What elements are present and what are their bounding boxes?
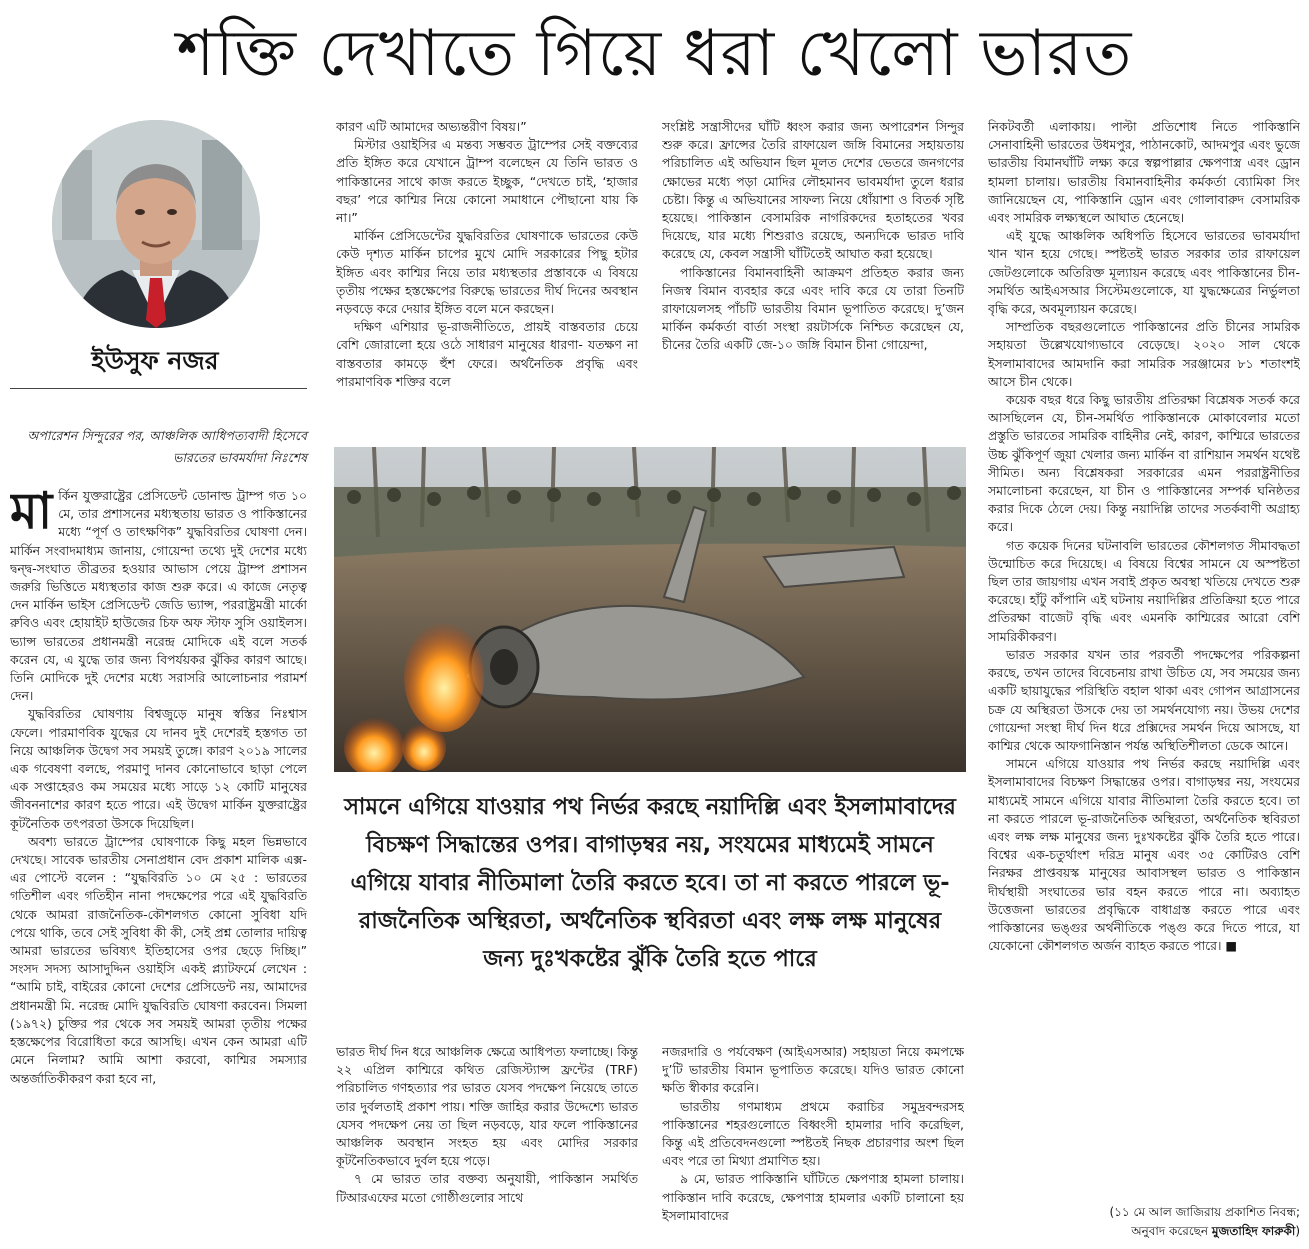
author-photo [52,120,260,328]
author-name: ইউসুফ নজর [91,346,219,375]
paragraph: নজরদারি ও পর্যবেক্ষণ (আইএসআর) সহায়তা নিয়ে কমপক্ষে দু’টি ভারতীয় বিমান ভূপাতিত করেছে। যদিও ভারত কোনো ক্ষতি স্বীকার করেনি। [662,1044,964,1096]
paragraph: এই যুদ্ধে আঞ্চলিক অধিপতি হিসেবে ভারতের ভাবমর্যাদা খান খান হয়ে গেছে। স্পষ্টতই ভারত সরকার তার রাফায়েল জেটগুলোকে অতিরিক্ত মূল্যায়ন করেছে এবং পাকিস্তানের চীন-সমর্থিত আইএসআর সিস্টেমগুলোকে, যা যুদ্ধক্ষেত্রের নির্ভুলতা বৃদ্ধি করে, অবমূল্যায়ন করেছে। [988,228,1300,317]
paragraph: দক্ষিণ এশিয়ার ভূ-রাজনীতিতে, প্রায়ই বাস্তবতার চেয়ে বেশি জোরালো হয়ে ওঠে সাধারণ মানুষের ধারণা- যতক্ষণ না বাস্তবতার কামড়ে হুঁশ ফেরে। অর্থনৈতিক প্রবৃদ্ধি এবং পারমাণবিক শক্তির বলে [336,319,638,389]
paragraph: পাকিস্তানের বিমানবাহিনী আক্রমণ প্রতিহত করার জন্য নিজস্ব বিমান ব্যবহার করে এবং দাবি করে যে তারা তিনটি রাফায়েলসহ পাঁচটি ভারতীয় বিমান ভূপাতিত করেছে। দু’জন মার্কিন কর্মকর্তা বার্তা সংস্থা রয়টার্সকে নিশ্চিত করেছেন যে, চীনের তৈরি একটি জে-১০ জঙ্গি বিমান চীনা গোয়েন্দা, [662,264,964,353]
translator-name: মুজতাহিদ ফারুকী [1211,1224,1296,1238]
paragraph: মিস্টার ওয়াইসির এ মন্তব্য সম্ভবত ট্রাম্পের সেই বক্তব্যের প্রতি ইঙ্গিত করে যেখানে ট্রাম্প বলেছেন যে তিনি ভারত ও পাকিস্তানের সাথে কাজ করতে ইচ্ছুক, “দেখতে চাই, ‘হাজার বছর’ পরে কাশ্মির নিয়ে কোনো সমাধানে পৌছানো যায় কি না।” [336,137,638,226]
paragraph: মার্কিন প্রেসিডেন্টের যুদ্ধবিরতির ঘোষণাকে ভারতের কেউ কেউ দৃশ্যত মার্কিন চাপের মুখে মোদি সরকারের পিছু হটার ইঙ্গিত এবং কাশ্মির নিয়ে তার মধ্যস্থতার প্রস্তাবকে এ বিষয়ে তৃতীয় পক্ষের হস্তক্ষেপের বিরুদ্ধে ভারতের দীর্ঘ দিনের অবস্থান নড়বড়ে করে দেয়ার ইঙ্গিত বলে মনে করছেন। [336,228,638,317]
pull-quote: সামনে এগিয়ে যাওয়ার পথ নির্ভর করছে নয়াদিল্লি এবং ইসলামাবাদের বিচক্ষণ সিদ্ধান্তের ওপর। বাগাড়ম্বর নয়, সংযমের মাধ্যমেই সামনে এগিয়ে যাবার নীতিমালা তৈরি করতে হবে। তা না করতে পারলে ভূ-রাজনৈতিক অস্থিরতা, অর্থনৈতিক স্থবিরতা এবং লক্ষ লক্ষ মানুষের জন্য দুঃখকষ্টের ঝুঁকি তৈরি হতে পারে [344,794,956,972]
article-column-1 [10,487,307,1239]
paragraph: ৭ মে ভারত তার বক্তব্য অনুযায়ী, পাকিস্তান সমর্থিত টিআরএফের মতো গোষ্ঠীগুলোর সাথে [336,1171,638,1205]
author-divider [10,388,307,389]
wreckage-photo [334,447,966,772]
paragraph: সাম্প্রতিক বছরগুলোতে পাকিস্তানের প্রতি চীনের সামরিক সহায়তা উল্লেখযোগ্যভাবে বেড়েছে। ২০২০ সাল থেকে ইসলামাবাদের আমদানি করা সামরিক সরঞ্জামের ৮১ শতাংশই আসে চীন থেকে। [988,319,1300,389]
credit-prefix: অনুবাদ করেছেন [1131,1224,1212,1238]
paragraph: ভারত সরকার যখন তার পরবর্তী পদক্ষেপের পরিকল্পনা করছে, তখন তাদের বিবেচনায় রাখা উচিত যে, সব সময়ের জন্য একটি ছায়াযুদ্ধের পরিস্থিতি বহাল থাকা এবং গোপন আগ্রাসনের চক্র যে অস্থিরতা উসকে দেয় তা সমর্থনযোগ্য নয়। উভয় দেশের গোয়েন্দা সংস্থা দীর্ঘ দিন ধরে প্রক্সিদের সমর্থন দিয়ে আসছে, যা কাশ্মির থেকে আফগানিস্তান পর্যন্ত অস্থিতিশীলতা ডেকে আনে। [988,646,1300,753]
article-column-2 [336,118,638,440]
paragraph: ভারত দীর্ঘ দিন ধরে আঞ্চলিক ক্ষেত্রে আধিপত্য ফলাচ্ছে। কিন্তু ২২ এপ্রিল কাশ্মিরে কথিত রেজিস্ট্যান্স ফ্রন্টের (TRF) পরিচালিত গণহত্যার পর ভারত যেসব পদক্ষেপ নিয়েছে তাতে তার দুর্বলতাই প্রকাশ পায়। শক্তি জাহির করার উদ্দেশ্যে ভারত যেসব পদক্ষেপ নেয় তা ছিল নড়বড়ে, যার ফলে পাকিস্তানের আঞ্চলিক অবস্থান সংহত হয় এবং মোদির সরকার কূটনৈতিকভাবে দুর্বল হয়ে পড়ে। [336,1044,638,1169]
drop-cap: মা [10,487,53,540]
headline: শক্তি দেখাতে গিয়ে ধরা খেলো ভারত [176,17,1133,91]
paragraph: গত কয়েক দিনের ঘটনাবলি ভারতের কৌশলগত সীমাবদ্ধতা উন্মোচিত করে দিয়েছে। এ বিষয়ে বিশ্বের সামনে যে অস্পষ্টতা ছিল তার জায়গায় এখন সবাই প্রকৃত অবস্থা খতিয়ে দেখতে শুরু করেছে। হাঁটু কাঁপানি এই ঘটনায় নয়াদিল্লির প্রতিক্রিয়া হতে পারে প্রতিরক্ষা বাজেট বৃদ্ধি এবং এমনকি কাশ্মিরের আরো বেশি সামরিকীকরণ। [988,537,1300,644]
paragraph: ৯ মে, ভারত পাকিস্তানি ঘাঁটিতে ক্ষেপণাস্ত্র হামলা চালায়। পাকিস্তান দাবি করেছে, ক্ষেপণাস্ত্র হামলার একটি চালানো হয় ইসলামাবাদের [662,1171,964,1223]
paragraph: সামনে এগিয়ে যাওয়ার পথ নির্ভর করছে নয়াদিল্লি এবং ইসলামাবাদের বিচক্ষণ সিদ্ধান্তের ওপর। বাগাড়ম্বর নয়, সংযমের মাধ্যমেই সামনে এগিয়ে যাবার নীতিমালা তৈরি করতে হবে। তা না করতে পারলে ভূ-রাজনৈতিক অস্থিরতা, অর্থনৈতিক স্থবিরতা এবং লক্ষ লক্ষ মানুষের জন্য দুঃখকষ্টের ঝুঁকি তৈরি হতে পারে। বিশ্বের এক-চতুর্থাংশ দরিদ্র মানুষ এবং ৩৫ কোটিরও বেশি নিরক্ষর প্রাপ্তবয়স্ক মানুষের আবাসস্থল ভারত ও পাকিস্তান দীর্ঘস্থায়ী সংঘাতের ভার বহন করতে পারে না। অব্যাহত উত্তেজনা ভারতের প্রবৃদ্ধিকে বাধাগ্রস্ত করতে পারে এবং পাকিস্তানের ভঙ্গুর অর্থনীতিকে পঙ্গু করে দিতে পারে, যা যেকোনো কৌশলগত অর্জন ব্যাহত করতে পারে। ■ [988,756,1300,954]
paragraph: কয়েক বছর ধরে কিছু ভারতীয় প্রতিরক্ষা বিশ্লেষক সতর্ক করে আসছিলেন যে, চীন-সমর্থিত পাকিস্তানকে মোকাবেলার মতো প্রস্তুতি ভারতের সামরিক বাহিনীর নেই, কারণ, কাশ্মিরে ভারতের উচ্চ ঝুঁকিপূর্ণ জুয়া খেলার জন্য মার্কিন বা রাশিয়ান সমর্থন যথেষ্ট সীমিত। অন্য বিশ্লেষকরা সরকারের এমন পররাষ্ট্রনীতির সমালোচনা করেছেন, যা চীন ও পাকিস্তানের সম্পর্ক ঘনিষ্ঠতর করার দিকে ঠেলে দেয়। কিন্তু নয়াদিল্লি তাদের সতর্কবাণী অগ্রাহ্য করে। [988,392,1300,535]
credit-translator-line [988,1222,1300,1241]
paragraph: কারণ এটি আমাদের অভ্যন্তরীণ বিষয়।” [336,119,527,134]
translation-credit [988,1203,1300,1243]
paragraph: সংশ্লিষ্ট সন্ত্রাসীদের ঘাঁটি ধ্বংস করার জন্য অপারেশন সিন্দুর শুরু করে। ফ্রান্সের তৈরি রাফায়েল জঙ্গি বিমানের সহায়তায় পরিচালিত এই অভিযান ছিল মূলত দেশের ভেতরে জনগণের ক্ষোভের মধ্যে পড়া মোদির লৌহমানব ভাবমর্যাদা তুলে ধরার চেষ্টা। কিন্তু এ অভিযানের সাফল্য নিয়ে ধোঁয়াশা ও বিতর্ক সৃষ্টি হয়েছে। পাকিস্তান বেসামরিক নাগরিকদের হতাহতের খবর দিয়েছে, যার মধ্যে শিশুরাও রয়েছে, অন্যদিকে ভারত দাবি করেছে যে, কেবল সন্ত্রাসী ঘাঁটিতেই আঘাত করা হয়েছে। [662,119,964,262]
paragraph: অবশ্য ভারতে ট্রাম্পের ঘোষণাকে কিছু মহল ভিন্নভাবে দেখছে। সাবেক ভারতীয় সেনাপ্রধান বেদ প্রকাশ মালিক এক্স-এর পোস্টে বলেন : “যুদ্ধবিরতি ১০ মে ২৫ : ভারতের গতিশীল এবং গতিহীন নানা পদক্ষেপের পরে এই যুদ্ধবিরতি থেকে আমরা রাজনৈতিক-কৌশলগত কোনো সুবিধা যদি পেয়ে থাকি, তবে সেই সুবিধা কী কী, সেই প্রশ্ন তোলার দায়িত্ব আমরা ভারতের ভবিষ্যৎ ইতিহাসের ওপর ছেড়ে দিচ্ছি।” সংসদ সদস্য আসাদুদ্দিন ওয়াইসি একই প্ল্যাটফর্মে লেখেন : “আমি চাই, বাইরের কোনো দেশের প্রেসিডেন্ট নয়, আমাদের প্রধানমন্ত্রী মি. নরেন্দ্র মোদি যুদ্ধবিরতি ঘোষণা করবেন। সিমলা (১৯৭২) চুক্তির পর থেকে সব সময়ই আমরা তৃতীয় পক্ষের হস্তক্ষেপের বিরোধিতা করে আসছি। এখন কেন আমরা এটি মেনে নিলাম? আমি আশা করবো, কাশ্মির সমস্যার অন্তর্জাতিকীকরণ করা হবে না, [10,833,307,1086]
article-column-2-bottom [336,1043,638,1239]
paragraph: নিকটবর্তী এলাকায়। পাল্টা প্রতিশোধ নিতে পাকিস্তানি সেনাবাহিনী ভারতের উধমপুর, পাঠানকোট, আদমপুর এবং ভুজে ভারতীয় বিমানঘাঁটি লক্ষ্য করে স্বল্পপাল্লার ক্ষেপণাস্ত্র এবং ড্রোন হামলা চালায়। ভারতীয় বিমানবাহিনীর কর্মকর্তা ব্যোমিকা সিং জানিয়েছেন যে, পাকিস্তানি ড্রোন এবং গোলাবারুদ বেসামরিক এবং সামরিক লক্ষ্যস্থলে আঘাত হেনেছে। [988,119,1300,226]
article-column-4 [988,118,1300,1203]
article-dek: অপারেশন সিন্দুরের পর, আঞ্চলিক আধিপত্যবাদী হিসেবে ভারতের ভাবমর্যাদা নিঃশেষ [27,428,307,465]
paragraph: যুদ্ধবিরতির ঘোষণায় বিশ্বজুড়ে মানুষ স্বস্তির নিঃশ্বাস ফেলে। পারমাণবিক যুদ্ধের যে দানব দুই দেশেরই হস্তগত তা নিয়ে আঞ্চলিক উদ্বেগ সব সময়ই তুঙ্গে। কারণ ২০১৯ সালের এক গবেষণা বলছে, পরমাণু দানব কোনোভাবে ছাড়া পেলে এক সপ্তাহেরও কম সময়ের মধ্যে সাড়ে ১২ কোটি মানুষের জীবননাশের কারণ হতে পারে। এই উদ্বেগ মার্কিন যুক্তরাষ্ট্রের কূটনৈতিক তৎপরতা উসকে দিয়েছিল। [10,706,307,831]
lead-paragraph [10,487,307,705]
lead-text: র্কিন যুক্তরাষ্ট্রের প্রেসিডেন্ট ডোনাল্ড ট্রাম্প গত ১০ মে, তার প্রশাসনের মধ্যস্থতায় ভারত ও পাকিস্তানের মধ্যে “পূর্ণ ও তাৎক্ষণিক” যুদ্ধবিরতির ঘোষণা দেন। মার্কিন সংবাদমাধ্যম জানায়, গোয়েন্দা তথ্যে দুই দেশের মধ্যে দ্বন্দ্ব-সংঘাত তীব্রতর হওয়ার আভাস পেয়ে ট্রাম্প প্রশাসন জরুরি ভিত্তিতে মধ্যস্থতার কাজ শুরু করে। এ কাজে নেতৃত্ব দেন মার্কিন ভাইস প্রেসিডেন্ট জেডি ভ্যান্স, পররাষ্ট্রমন্ত্রী মার্কো রুবিও এবং হোয়াইট হাউজের চিফ অফ স্টাফ সুসি ওয়াইলস। ভ্যান্স ভারতের প্রধানমন্ত্রী নরেন্দ্র মোদিকে এই বলে সতর্ক করেন যে, এ যুদ্ধে তার জন্য বিপর্যয়কর ঝুঁকির কারণ আছে। তিনি মোদিকে দুই দেশের মধ্যে সরাসরি আলোচনার পরামর্শ দেন। [10,488,307,704]
paragraph: ভারতীয় গণমাধ্যম প্রথমে করাচির সমুদ্রবন্দরসহ পাকিস্তানের শহরগুলোতে বিধ্বংসী হামলার দাবি করেছিল, কিন্তু এই প্রতিবেদনগুলো স্পষ্টতই নিছক প্রচারণার অংশ ছিল এবং পরে তা মিথ্যা প্রমাণিত হয়। [662,1098,964,1169]
article-column-3 [662,118,964,440]
credit-source: (১১ মে আল জাজিরায় প্রকাশিত নিবন্ধ; [1109,1205,1300,1219]
article-column-3-bottom [662,1043,964,1239]
credit-suffix: ) [1295,1224,1300,1238]
